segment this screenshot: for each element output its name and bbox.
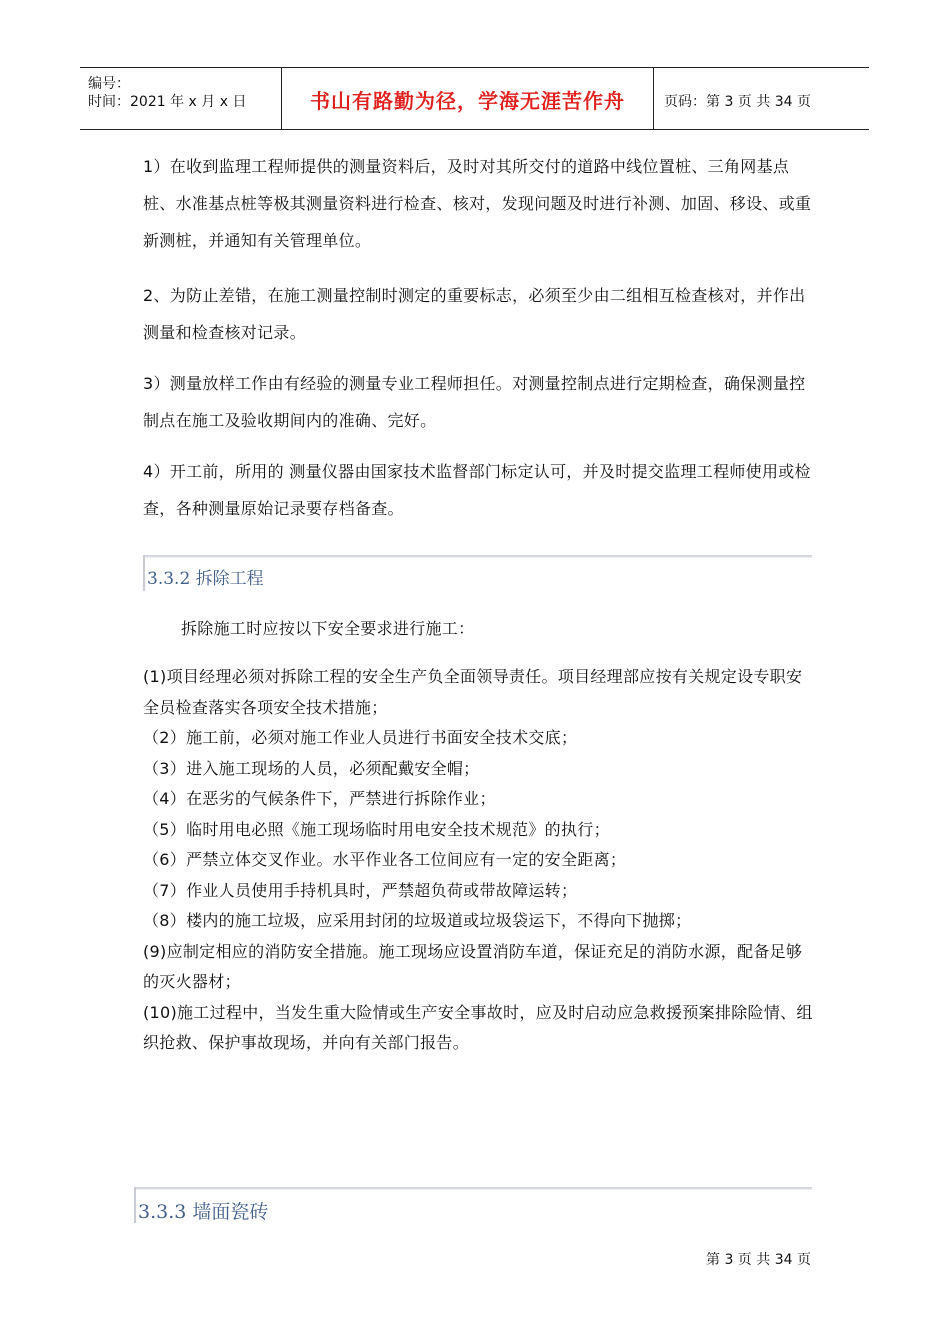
survey-paragraph-1: 1）在收到监理工程师提供的测量资料后，及时对其所交付的道路中线位置桩、三角网基点桩、水准基点桩等极其测量资料进行检查、核对，发现问题及时进行补测、加固、移设、或重新测桩，并通知有关管理单位。 xyxy=(143,157,812,250)
footer-page-number: 第 3 页 共 34 页 xyxy=(706,1252,811,1268)
list-item: (9)应制定相应的消防安全措施。施工现场应设置消防车道，保证充足的消防水源，配备足够的灭火器材； xyxy=(143,941,803,991)
survey-paragraph-3: 3）测量放样工作由有经验的测量专业工程师担任。对测量控制点进行定期检查，确保测量控制点在施工及验收期间内的准确、完好。 xyxy=(143,374,806,430)
header-page-number: 页码：第 3 页 共 34 页 xyxy=(664,94,811,110)
demolition-intro: 拆除施工时应按以下安全要求进行施工： xyxy=(181,619,475,638)
section-heading-333 xyxy=(134,1187,812,1223)
header-meta-cell xyxy=(80,68,282,129)
survey-paragraph-4: 4）开工前，所用的 测量仪器由国家技术监督部门标定认可，并及时提交监理工程师使用或检查，各种测量原始记录要存档备查。 xyxy=(143,462,811,518)
list-item: （5）临时用电必照《施工现场临时用电安全技术规范》的执行； xyxy=(143,819,610,839)
heading-rule xyxy=(134,1187,812,1190)
header-motto-cell xyxy=(282,68,654,129)
list-item: (1)项目经理必须对拆除工程的安全生产负全面领导责任。项目经理部应按有关规定设专职安全员检查落实各项安全技术措施； xyxy=(143,667,803,717)
section-title-333: 3.3.3 墙面瓷砖 xyxy=(138,1201,269,1223)
heading-rule xyxy=(143,555,812,558)
list-item: （8）楼内的施工垃圾，应采用封闭的垃圾道或垃圾袋运下，不得向下抛掷； xyxy=(143,911,692,930)
heading-left-rule xyxy=(143,555,145,591)
section-heading-332 xyxy=(143,555,812,591)
page-header xyxy=(80,67,869,130)
heading-left-rule xyxy=(134,1187,136,1223)
list-item: （7）作业人员使用手持机具时，严禁超负荷或带故障运转； xyxy=(143,880,578,900)
header-motto: 书山有路勤为径，学海无涯苦作舟 xyxy=(310,89,625,113)
list-item: （3）进入施工现场的人员，必须配戴安全帽； xyxy=(143,758,480,778)
list-item: (10)施工过程中，当发生重大险情或生产安全事故时，应及时启动应急救援预案排除险情、组织抢救、保护事故现场，并向有关部门报告。 xyxy=(143,1002,813,1052)
survey-paragraph-2: 2、为防止差错，在施工测量控制时测定的重要标志，必须至少由二组相互检查核对，并作出测量和检查核对记录。 xyxy=(143,286,806,342)
demolition-requirements-list xyxy=(143,662,813,1059)
header-page-cell xyxy=(654,68,869,129)
list-item: （4）在恶劣的气候条件下，严禁进行拆除作业； xyxy=(143,789,496,808)
document-number-label: 编号： xyxy=(88,76,130,92)
document-date-label: 时间：2021 年 x 月 x 日 xyxy=(88,94,247,110)
section-title-332: 3.3.2 拆除工程 xyxy=(147,569,264,589)
list-item: （2）施工前，必须对施工作业人员进行书面安全技术交底； xyxy=(143,728,578,747)
list-item: （6）严禁立体交叉作业。水平作业各工位间应有一定的安全距离； xyxy=(143,850,627,869)
